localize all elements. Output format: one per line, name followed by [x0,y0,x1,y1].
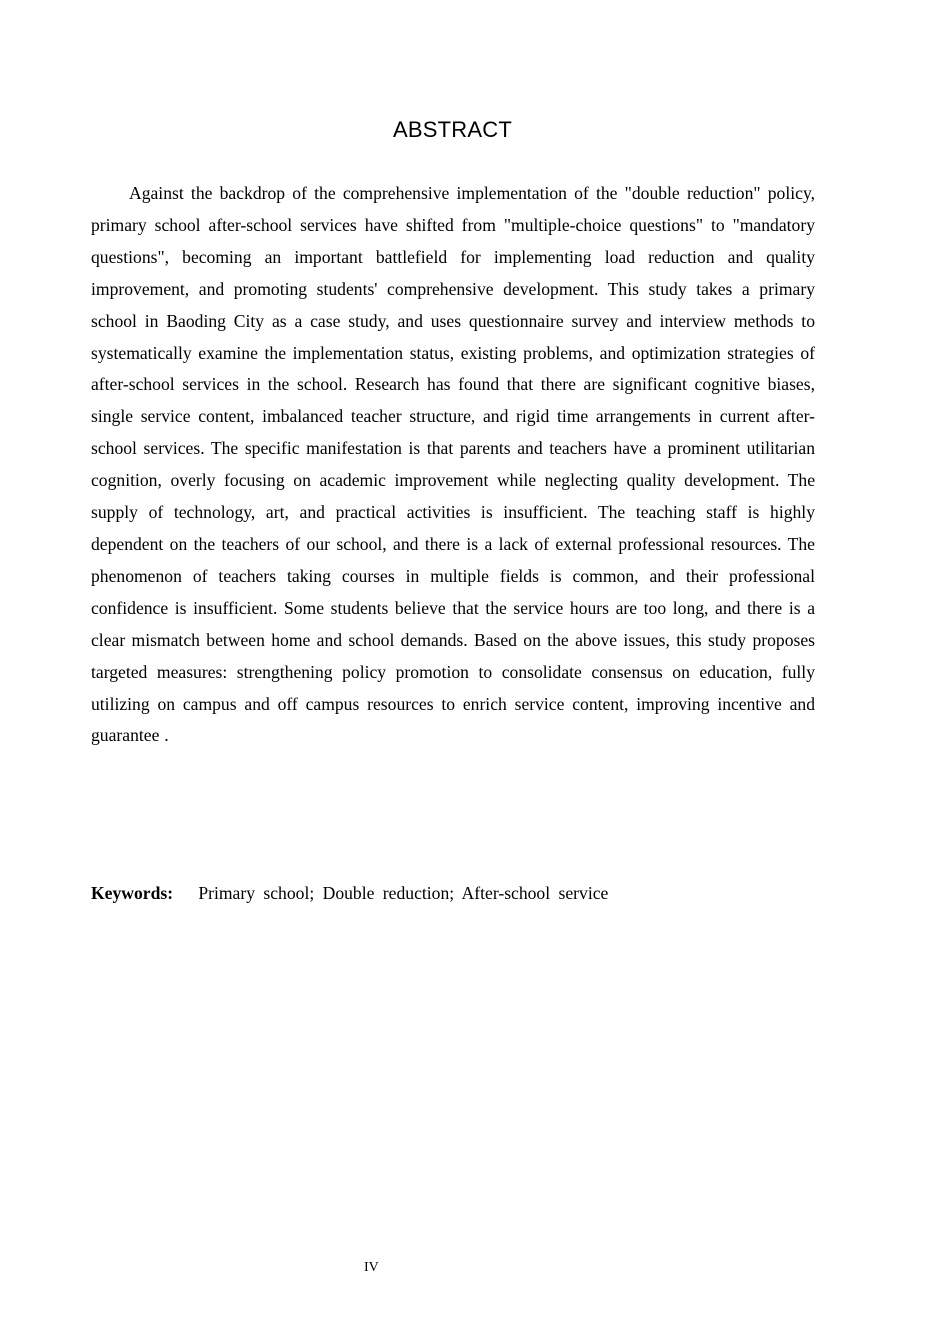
keywords-label: Keywords: [91,883,174,903]
keywords-separator [182,883,190,903]
abstract-title: ABSTRACT [393,117,512,142]
abstract-paragraph: Against the backdrop of the comprehensive implementation of the "double reduction" policy, primary school after-school services have shifted from "multiple-choice questions" to "mandatory questions", becoming an important battlefield for implementing load reduction and quality improvement, and promoting students' comprehensive development. This study takes a primary school in Baoding City as a case study, and uses questionnaire survey and interview methods to systematically examine the implementation status, existing problems, and optimization strategies of after-school services in the school. Research has found that there are significant cognitive biases, single service content, imbalanced teacher structure, and rigid time arrangements in current after-school services. The specific manifestation is that parents and teachers have a prominent utilitarian cognition, overly focusing on academic improvement while neglecting quality development. The supply of technology, art, and practical activities is insufficient. The teaching staff is highly dependent on the teachers of our school, and there is a lack of external professional resources. The phenomenon of teachers taking courses in multiple fields is common, and their professional confidence is insufficient. Some students believe that the service hours are too long, and there is a clear mismatch between home and school demands. Based on the above issues, this study proposes targeted measures: strengthening policy promotion to consolidate consensus on education, fully utilizing on campus and off campus resources to enrich service content, improving incentive and guarantee . [91,183,815,746]
page-number: IV [364,1260,379,1275]
keywords-value: Primary school; Double reduction; After-school service [198,883,609,903]
keywords-line [91,878,815,908]
